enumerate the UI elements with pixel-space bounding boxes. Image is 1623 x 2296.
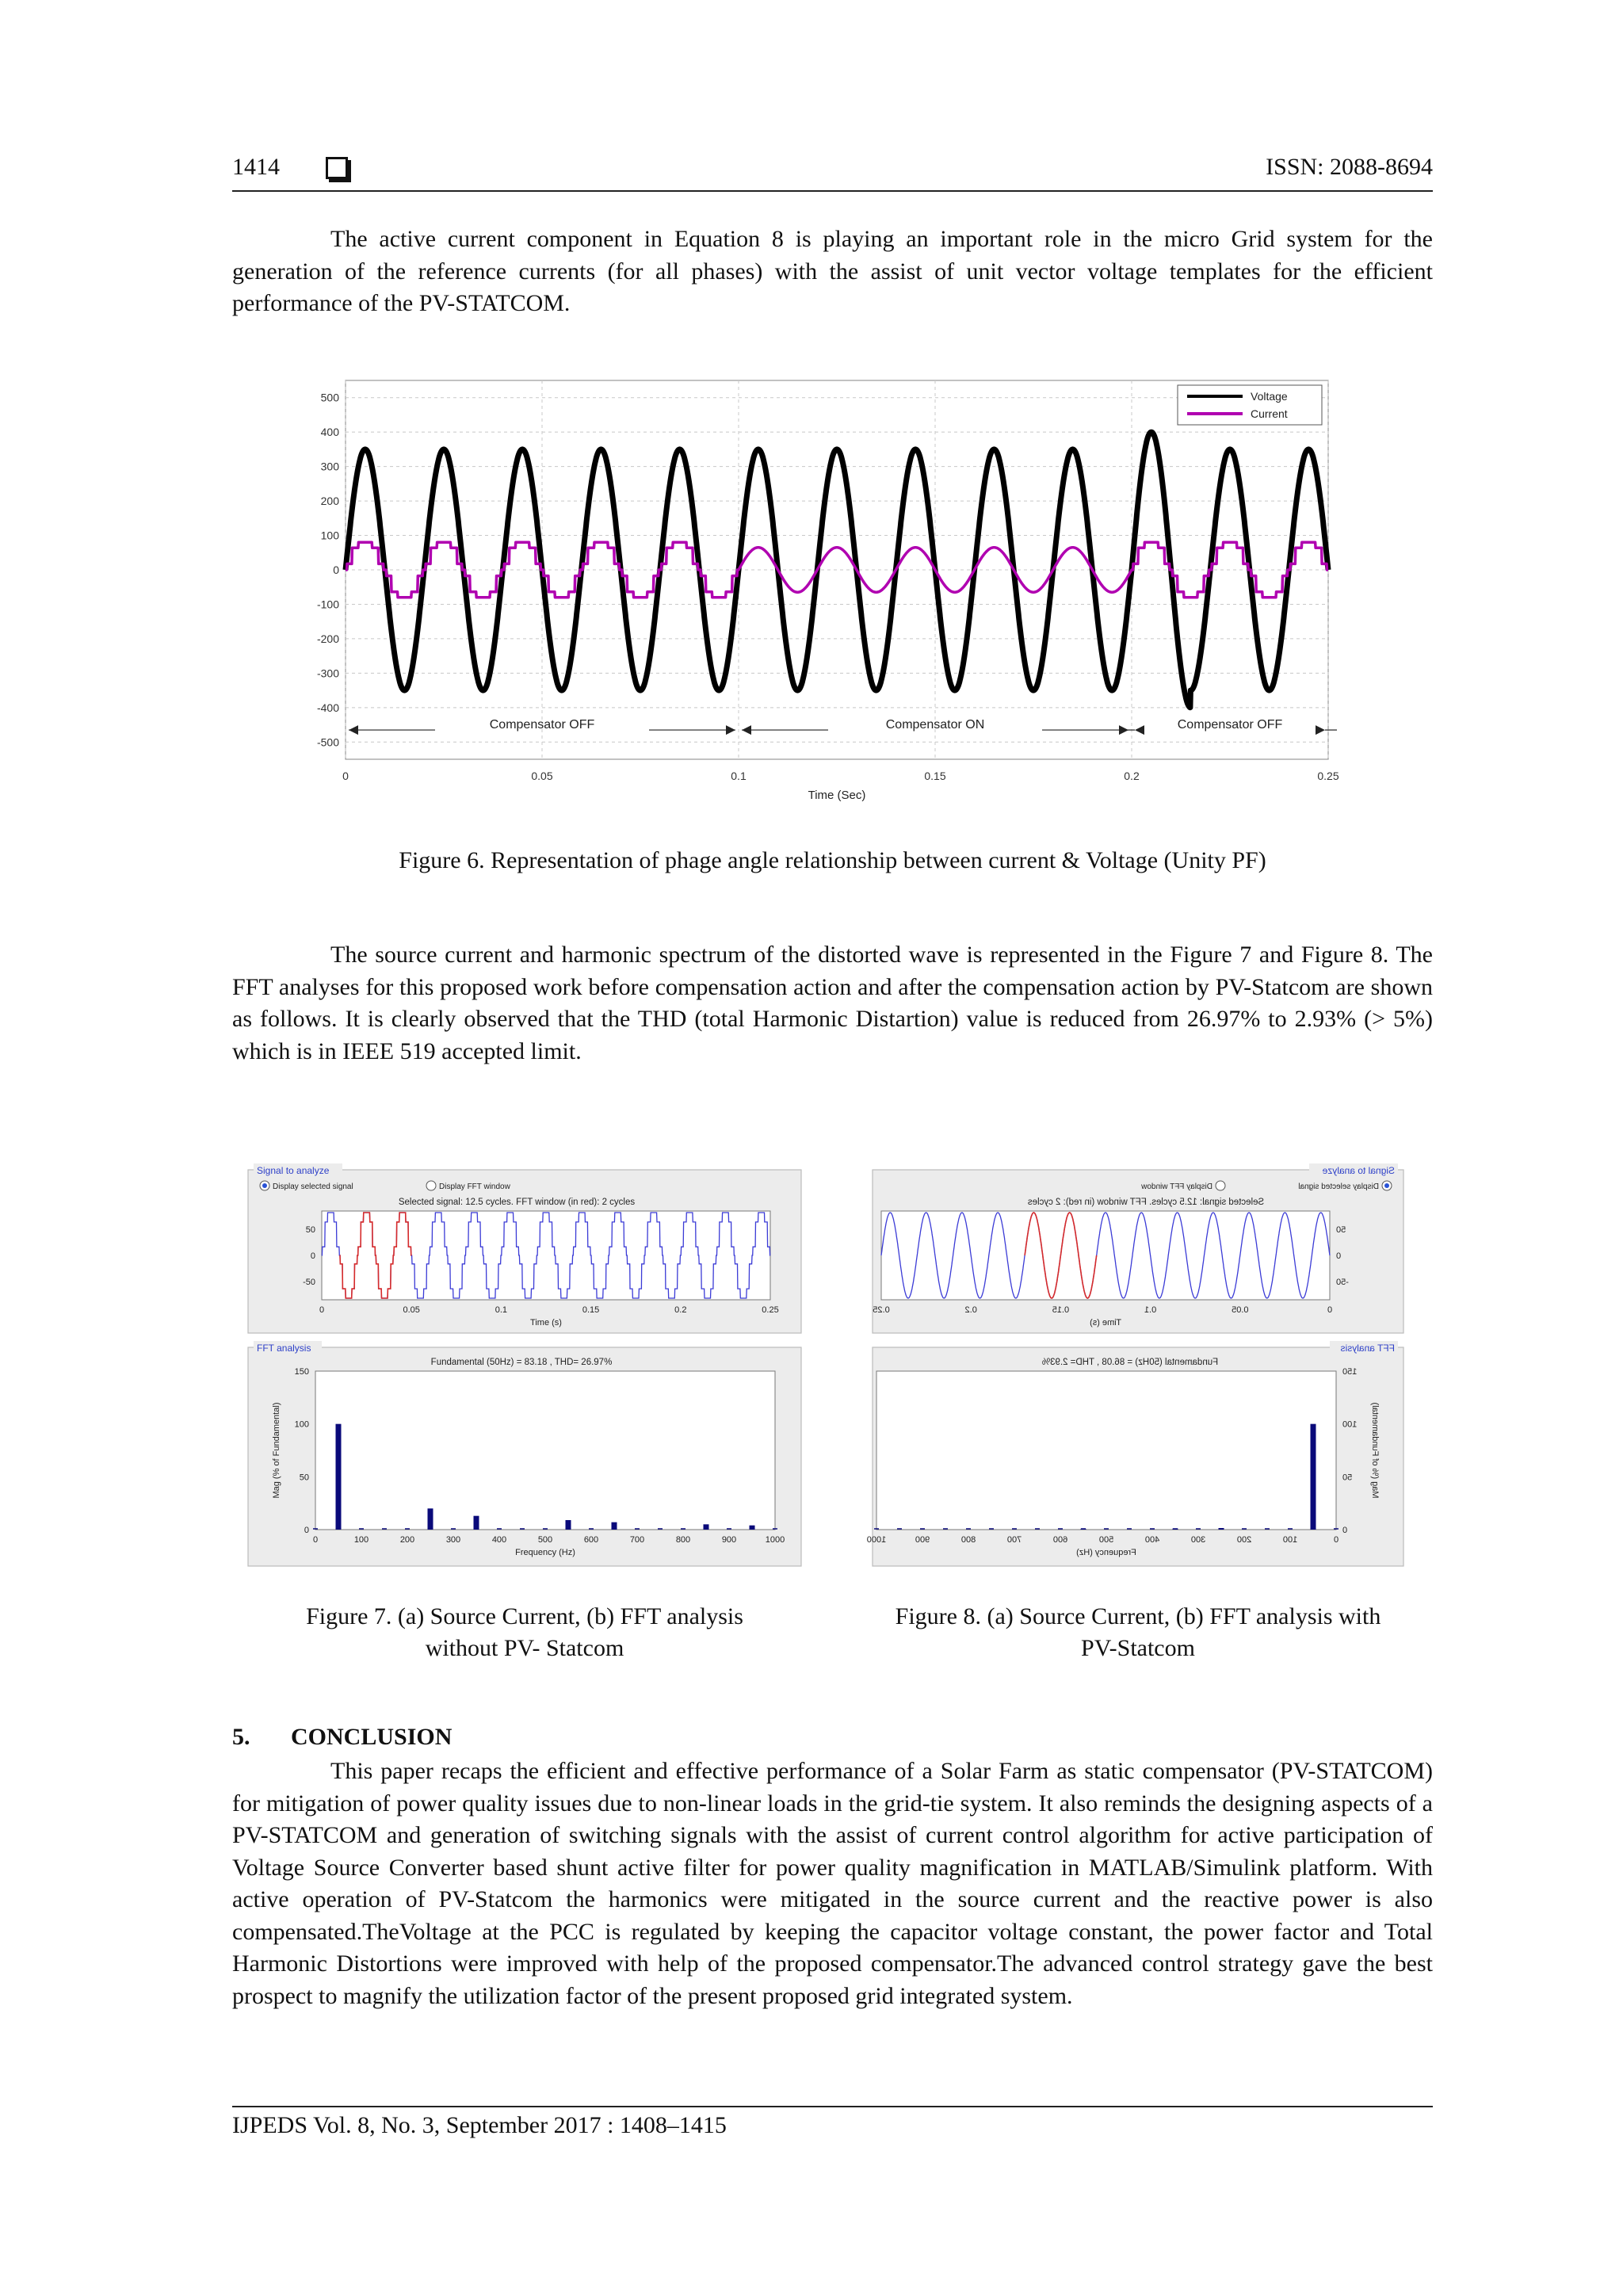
radio-display-fft-window: [1216, 1181, 1225, 1190]
fft-y-tick: 0: [304, 1526, 309, 1535]
y-tick-label: 300: [320, 460, 339, 473]
annotation-label: Compensator ON: [885, 718, 985, 732]
fft-y-tick: 0: [1342, 1526, 1348, 1535]
conclusion-text: This paper recaps the efficient and effective performance of a Solar Farm as static compensator (PV-STATCOM) for mitigation of power quality issues due to non-linear loads in the grid-tie system. It also reminds the designing aspects of a PV-STATCOM and generation of switching signals with the assist of current control algorithm for active participation of Voltage Source Converter based shunt active filter for power quality magnification in MATLAB/Simulink platform. With active operation of PV-Statcom the harmonics were mitigated in the source current and the reactive power is also compensated.TheVoltage at the PCC is regulated by keeping the capacitor voltage constant, the power factor and Total Harmonic Distortions were improved with help of the proposed compensator.The advanced control strategy gave the best prospect to magnify the utilization factor of the present proposed grid integrated system.: [232, 1758, 1433, 2009]
figure-7-powergui-fft: [247, 1159, 802, 1569]
fft-x-tick: 700: [1006, 1535, 1022, 1545]
box-bullet-icon: [326, 157, 348, 179]
figure-6-chart: [301, 365, 1363, 808]
annotation-label: Compensator OFF: [1177, 718, 1283, 732]
figure-6-caption-text: Figure 6. Representation of phage angle relationship between current & Voltage (Unity PF): [399, 847, 1266, 873]
y-tick-label: 500: [320, 391, 339, 404]
fft-x-label: Frequency (Hz): [515, 1548, 575, 1557]
signal-x-tick: 0.25: [762, 1305, 779, 1315]
signal-y-tick: 0: [310, 1251, 315, 1261]
y-tick-label: 200: [320, 495, 339, 508]
y-tick-label: -500: [316, 735, 339, 749]
signal-plot-area: [322, 1211, 770, 1300]
fft-y-tick: 100: [294, 1419, 309, 1430]
fft-x-tick: 0: [312, 1535, 319, 1545]
radio-selected-dot-icon: [1384, 1183, 1389, 1188]
figure-8-caption: [853, 1601, 1423, 1664]
signal-y-tick: 0: [1336, 1251, 1342, 1261]
fft-x-tick: 100: [353, 1535, 369, 1545]
fft-harmonic-bar: [566, 1520, 571, 1530]
y-tick-label: 0: [333, 563, 339, 576]
fft-x-tick: 200: [1236, 1535, 1252, 1545]
signal-x-tick: 0.1: [1144, 1305, 1157, 1315]
x-axis-label: Time (Sec): [808, 789, 866, 802]
figure-7-caption-line-2: without PV- Statcom: [425, 1635, 624, 1661]
fft-x-tick: 1000: [765, 1535, 785, 1545]
x-tick-label: 0.15: [924, 770, 946, 782]
radio-display-fft-window: [426, 1181, 436, 1190]
conclusion-paragraph: [232, 1755, 1433, 2012]
signal-panel-title: Signal to analyze: [257, 1165, 330, 1176]
x-tick-label: 0.25: [1317, 770, 1339, 782]
signal-y-tick: -50: [303, 1277, 315, 1287]
fft-x-tick: 600: [1052, 1535, 1068, 1545]
fft-y-tick: 50: [1342, 1473, 1353, 1483]
paragraph-1: [232, 223, 1433, 320]
fft-x-tick: 400: [1144, 1535, 1160, 1545]
fft-plot-area: [876, 1371, 1336, 1530]
signal-x-tick: 0.15: [582, 1305, 600, 1315]
radio-display-selected-label: Display selected signal: [1298, 1182, 1379, 1191]
signal-x-tick: 0.2: [674, 1305, 687, 1315]
fft-x-tick: 300: [1190, 1535, 1206, 1545]
signal-info-text: Selected signal: 12.5 cycles. FFT window (in red): 2 cycles: [398, 1198, 636, 1207]
footer-citation: IJPEDS Vol. 8, No. 3, September 2017 : 1408–1415: [232, 2112, 727, 2138]
fft-x-tick: 800: [960, 1535, 976, 1545]
signal-x-tick: 0.1: [495, 1305, 508, 1315]
fft-y-tick: 100: [1342, 1419, 1358, 1430]
legend-box: [1178, 385, 1322, 425]
page-footer: [232, 2106, 1433, 2139]
figure-7-caption-line-1: Figure 7. (a) Source Current, (b) FFT analysis: [306, 1603, 743, 1629]
fft-plot-title: Fundamental (50Hz) = 86.08 , THD= 2.93%: [1041, 1358, 1219, 1367]
y-tick-label: -300: [316, 667, 339, 680]
fft-y-label: Mag (% of Fundamental): [1370, 1402, 1380, 1499]
fft-x-tick: 300: [445, 1535, 461, 1545]
fft-x-tick: 600: [583, 1535, 599, 1545]
signal-y-tick: 50: [1336, 1225, 1346, 1236]
annotation-label: Compensator OFF: [489, 718, 595, 732]
page-number: 1414: [232, 154, 280, 180]
legend-voltage-label: Voltage: [1251, 390, 1288, 403]
fft-y-label: Mag (% of Fundamental): [272, 1402, 281, 1499]
fft-harmonic-bar: [1311, 1424, 1316, 1530]
radio-display-fft-label: Display FFT window: [1141, 1182, 1212, 1191]
fft-x-tick: 0: [1333, 1535, 1339, 1545]
paragraph-2-text: The source current and harmonic spectrum of the distorted wave is represented in the Figure 7 and Figure 8. The FFT analyses for this proposed work before compensation action and after the compensation action by PV-Statcom are shown as follows. It is clearly observed that the THD (total Harmonic Distartion) value is reduced from 26.97% to 2.93% (> 5%) which is in IEEE 519 accepted limit.: [232, 942, 1433, 1064]
legend-current-label: Current: [1251, 407, 1288, 420]
figure-8-caption-line-2: PV-Statcom: [1081, 1635, 1195, 1661]
signal-y-tick: 50: [305, 1225, 315, 1236]
fft-harmonic-bar: [428, 1508, 433, 1530]
fft-x-tick: 100: [1282, 1535, 1298, 1545]
conclusion-heading: [232, 1724, 452, 1751]
radio-selected-dot-icon: [262, 1183, 267, 1188]
fft-x-tick: 900: [915, 1535, 930, 1545]
fft-y-tick: 150: [1342, 1367, 1358, 1377]
y-tick-label: 100: [320, 529, 339, 542]
fft-harmonic-bar: [474, 1516, 479, 1530]
fft-x-tick: 700: [629, 1535, 645, 1545]
figure-8-caption-line-1: Figure 8. (a) Source Current, (b) FFT analysis with: [895, 1603, 1381, 1629]
signal-x-label: Time (s): [530, 1318, 562, 1328]
section-title: CONCLUSION: [291, 1724, 453, 1750]
fft-panel-title: FFT analysis: [1340, 1343, 1395, 1354]
paragraph-1-text: The active current component in Equation 8 is playing an important role in the micro Grid system for the generation of the reference currents (for all phases) with the assist of unit vector voltage templates for the efficient performance of the PV-STATCOM.: [232, 226, 1433, 316]
fft-panel-title: FFT analysis: [257, 1343, 311, 1354]
signal-x-tick: 0: [1327, 1305, 1333, 1315]
fft-x-tick: 400: [491, 1535, 507, 1545]
y-tick-label: 400: [320, 426, 339, 439]
fft-harmonic-bar: [336, 1424, 342, 1530]
figure-6-caption: [232, 845, 1433, 877]
fft-y-tick: 50: [299, 1473, 309, 1483]
figure-7-caption: [247, 1601, 802, 1664]
signal-x-tick: 0: [319, 1305, 325, 1315]
fft-x-tick: 900: [721, 1535, 737, 1545]
figure-8-mirrored-wrapper: [866, 1159, 1404, 1569]
signal-x-tick: 0.15: [1052, 1305, 1070, 1315]
radio-display-fft-label: Display FFT window: [439, 1182, 510, 1191]
page-header: [232, 151, 1433, 192]
signal-x-tick: 0.05: [1232, 1305, 1249, 1315]
paragraph-2: [232, 939, 1433, 1068]
x-tick-label: 0.05: [531, 770, 553, 782]
fft-x-tick: 1000: [866, 1535, 887, 1545]
y-tick-label: -100: [316, 598, 339, 611]
fft-x-tick: 500: [537, 1535, 553, 1545]
section-number: 5.: [232, 1724, 250, 1750]
fft-x-label: Frequency (Hz): [1076, 1548, 1136, 1557]
signal-panel-title: Signal to analyze: [1322, 1165, 1395, 1176]
figure-8-powergui-fft: [866, 1159, 1404, 1569]
y-tick-label: -200: [316, 632, 339, 645]
signal-x-label: Time (s): [1090, 1318, 1121, 1328]
signal-info-text: Selected signal: 12.5 cycles. FFT window (in red): 2 cycles: [1027, 1198, 1265, 1207]
signal-y-tick: -50: [1336, 1277, 1349, 1287]
x-tick-label: 0.2: [1124, 770, 1140, 782]
signal-x-tick: 0.25: [873, 1305, 890, 1315]
radio-display-selected-label: Display selected signal: [273, 1182, 353, 1191]
fft-x-tick: 200: [399, 1535, 415, 1545]
legend: [1178, 385, 1322, 425]
fft-x-tick: 800: [675, 1535, 691, 1545]
fft-plot-area: [315, 1371, 775, 1530]
x-tick-label: 0: [342, 770, 349, 782]
fft-plot-title: Fundamental (50Hz) = 83.18 , THD= 26.97%: [430, 1358, 613, 1367]
x-tick-label: 0.1: [731, 770, 747, 782]
signal-x-tick: 0.05: [403, 1305, 420, 1315]
issn: ISSN: 2088-8694: [1266, 154, 1433, 180]
fft-x-tick: 500: [1098, 1535, 1114, 1545]
signal-x-tick: 0.2: [964, 1305, 977, 1315]
y-tick-label: -400: [316, 701, 339, 714]
fft-y-tick: 150: [294, 1367, 309, 1377]
